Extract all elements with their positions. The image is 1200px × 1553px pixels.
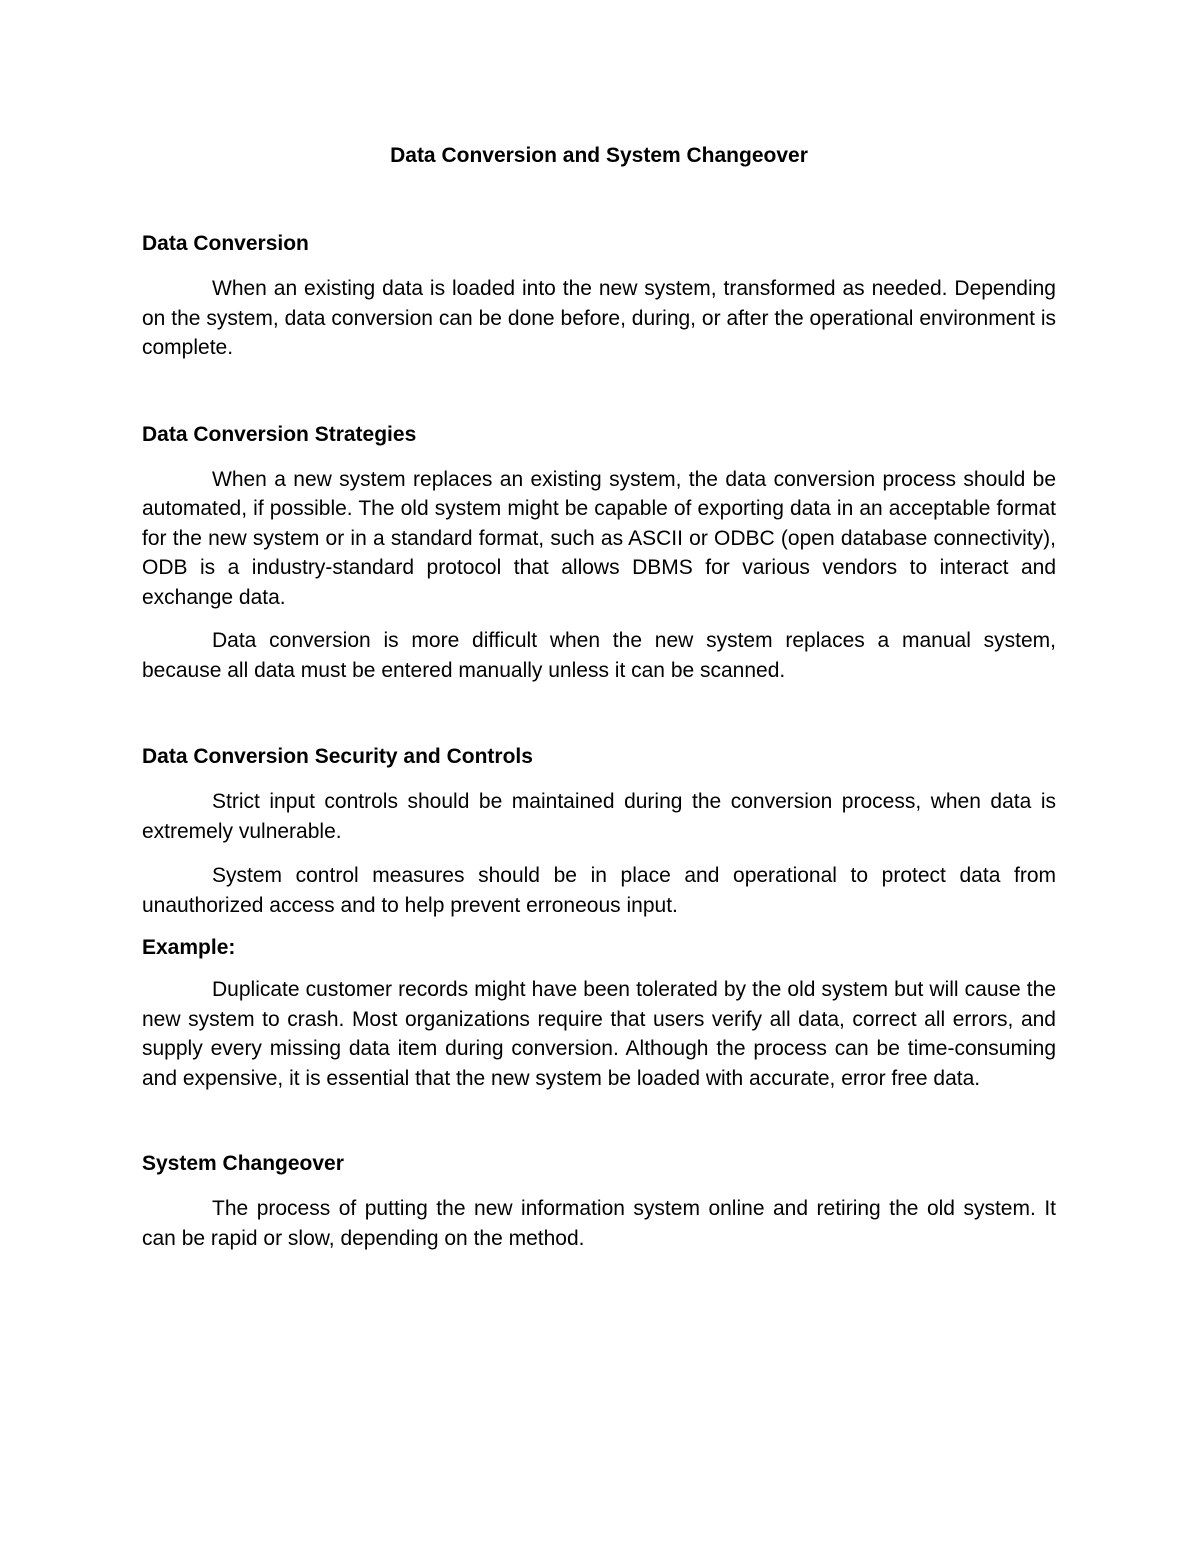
paragraph-changeover: The process of putting the new information system online and retiring the old system. It can be rapid or slow, depending on the method. [142, 1197, 1056, 1250]
document-title: Data Conversion and System Changeover [390, 144, 808, 167]
section-heading-strategies: Data Conversion Strategies [142, 422, 417, 446]
section-heading-example: Example: [142, 936, 236, 959]
paragraph-security-control-measures: System control measures should be in place and operational to protect data from unauthorized access and to help prevent erroneous input. [142, 864, 1056, 917]
section-heading-security: Data Conversion Security and Controls [142, 745, 533, 768]
document-body [142, 142, 1056, 1253]
section-heading-changeover: System Changeover [142, 1152, 344, 1175]
paragraph-data-conversion: When an existing data is loaded into the new system, transformed as needed. Depending on the system, data conversion can be done before, during, or after the operational environment is complete. [142, 277, 1056, 359]
section-heading-data-conversion: Data Conversion [142, 232, 309, 255]
paragraph-strategies-manual: Data conversion is more difficult when the new system replaces a manual system, because all data must be entered manually unless it can be scanned. [142, 629, 1056, 682]
paragraph-security-input-controls: Strict input controls should be maintained during the conversion process, when data is extremely vulnerable. [142, 790, 1056, 843]
paragraph-strategies-automation: When a new system replaces an existing system, the data conversion process should be automated, if possible. The old system might be capable of exporting data in an acceptable format for the new system or in a standard format, such as ASCII or ODBC (open database connectivity), ODB is a industry-standard protocol that allows DBMS for various vendors to interact and exchange data. [142, 467, 1056, 609]
paragraph-example: Duplicate customer records might have been tolerated by the old system but will cause the new system to crash. Most organizations require that users verify all data, correct all errors, and supply every missing data item during conversion. Although the process can be time-consuming and expensive, it is essential that the new system be loaded with accurate, error free data. [142, 978, 1056, 1090]
